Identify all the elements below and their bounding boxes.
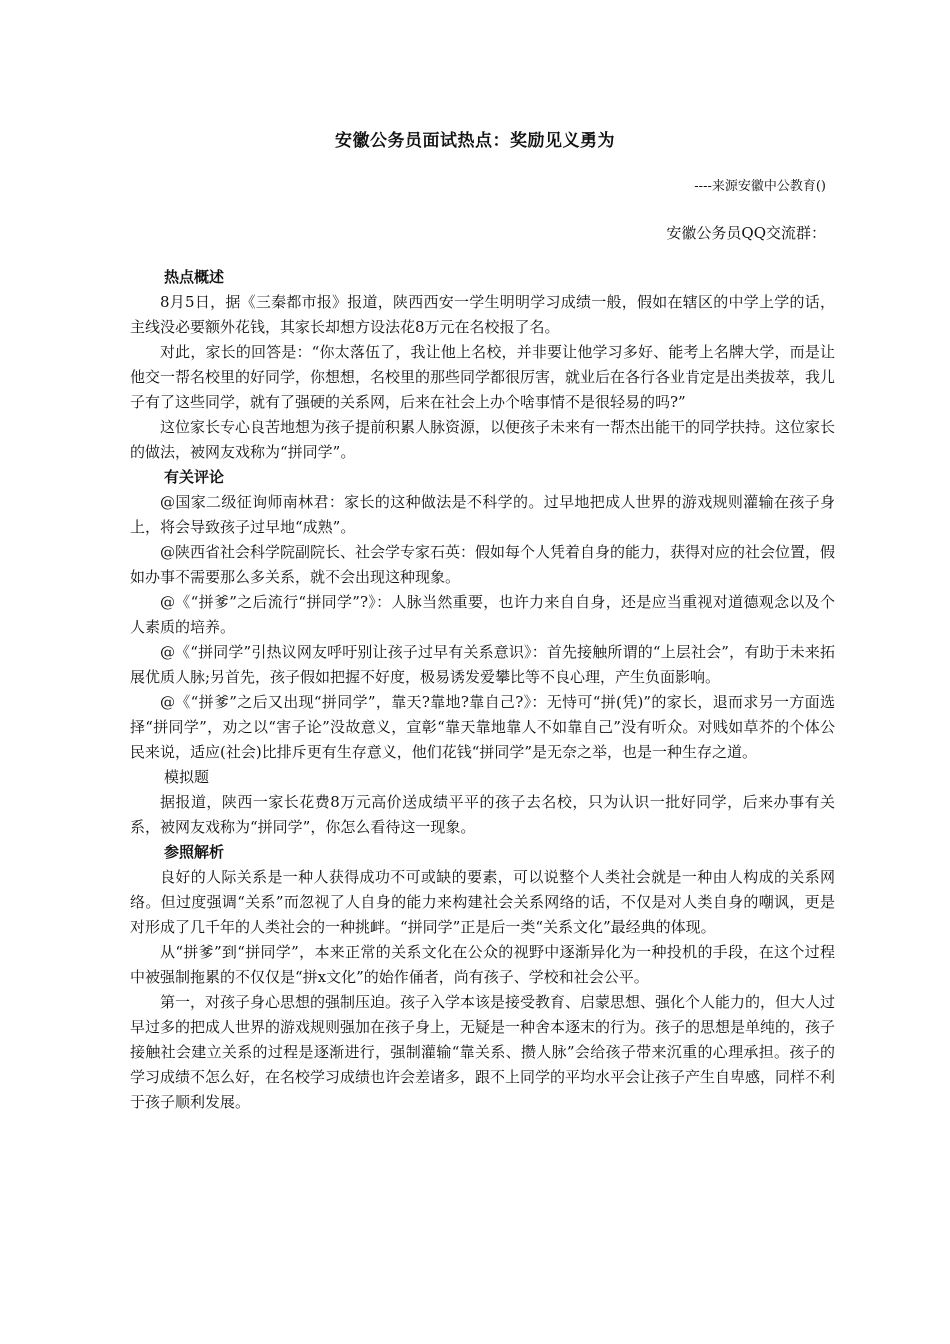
paragraph: 这位家长专心良苦地想为孩子提前积累人脉资源，以便孩子未来有一帮杰出能干的同学扶持。这位家长的做法，被网友戏称为“拼同学”。 (130, 418, 836, 461)
paragraph: 8月5日，据《三秦都市报》报道，陕西西安一学生明明学习成绩一般，假如在辖区的中学上学的话，主线没必要额外花钱，其家长却想方设法花8万元在名校报了名。 (130, 293, 835, 336)
comment-paragraph: @《“拼同学”引热议网友呼吁别让孩子过早有关系意识》：首先接触所谓的“上层社会”，有助于未来拓展优质人脉;另首先，孩子假如把握不好度，极易诱发爱攀比等不良心理，产生负面影响。 (130, 643, 835, 686)
section-heading-overview: 热点概述 (164, 268, 225, 286)
paragraph: 第一，对孩子身心思想的强制压迫。孩子入学本该是接受教育、启蒙思想、强化个人能力的，但大人过早过多的把成人世界的游戏规则强加在孩子身上，无疑是一种舍本逐末的行为。孩子的思想是单纯的，孩子接触社会建立关系的过程是逐渐进行，强制灌输“靠关系、攒人脉”会给孩子带来沉重的心理承担。孩子的学习成绩不怎么好，在名校学习成绩也许会差诸多，跟不上同学的平均水平会让孩子产生自卑感，同样不利于孩子顺利发展。 (130, 993, 836, 1111)
comment-paragraph: @《“拼爹”之后又出现“拼同学”，靠天?靠地?靠自己?》：无恃可“拼(凭)”的家长，退而求另一方面选择“拼同学”，劝之以“害子论”没故意义，宣彰“靠天靠地靠人不如靠自己”没有听众。对贱如草芥的个体公民来说，适应(社会)比排斥更有生存意义，他们花钱“拼同学”是无奈之举，也是一种生存之道。 (130, 693, 835, 761)
paragraph: 良好的人际关系是一种人获得成功不可或缺的要素，可以说整个人类社会就是一种由人构成的关系网络。但过度强调“关系”而忽视了人自身的能力来构建社会关系网络的话，不仅是对人类自身的嘲讽，更是对形成了几千年的人类社会的一种挑衅。“拼同学”正是后一类“关系文化”最经典的体现。 (130, 868, 835, 936)
section-heading-mock: 模拟题 (164, 768, 210, 786)
paragraph: 据报道，陕西一家长花费8万元高价送成绩平平的孩子去名校，只为认识一批好同学，后来办事有关系，被网友戏称为“拼同学”，你怎么看待这一现象。 (130, 793, 835, 836)
comment-paragraph: @陕西省社会科学院副院长、社会学专家石英：假如每个人凭着自身的能力，获得对应的社会位置，假如办事不需要那么多关系，就不会出现这种现象。 (130, 543, 836, 586)
paragraph: 对此，家长的回答是：“你太落伍了，我让他上名校，并非要让他学习多好、能考上名牌大学，而是让他交一帮名校里的好同学，你想想，名校里的那些同学都很厉害，就业后在各行各业肯定是出类拔萃，我儿子有了这些同学，就有了强硬的关系网，后来在社会上办个啥事情不是很轻易的吗?” (130, 343, 836, 411)
comment-paragraph: @《“拼爹”之后流行“拼同学”?》：人脉当然重要，也许力来自自身，还是应当重视对道德观念以及个人素质的培养。 (130, 593, 835, 636)
qq-group-line: 安徽公务员QQ交流群： (666, 224, 826, 242)
comment-paragraph: @国家二级征询师南林君：家长的这种做法是不科学的。过早地把成人世界的游戏规则灌输在孩子身上，将会导致孩子过早地“成熟”。 (130, 493, 835, 536)
source-line: ----来源安徽中公教育() (694, 179, 826, 194)
section-heading-comments: 有关评论 (164, 468, 225, 486)
document-title: 安徽公务员面试热点：奖励见义勇为 (335, 131, 615, 151)
article-body (130, 265, 835, 1115)
section-heading-analysis: 参照解析 (164, 843, 225, 861)
paragraph: 从“拼爹”到“拼同学”，本来正常的关系文化在公众的视野中逐渐异化为一种投机的手段，在这个过程中被强制拖累的不仅仅是“拼x文化”的始作俑者，尚有孩子、学校和社会公平。 (130, 943, 835, 986)
